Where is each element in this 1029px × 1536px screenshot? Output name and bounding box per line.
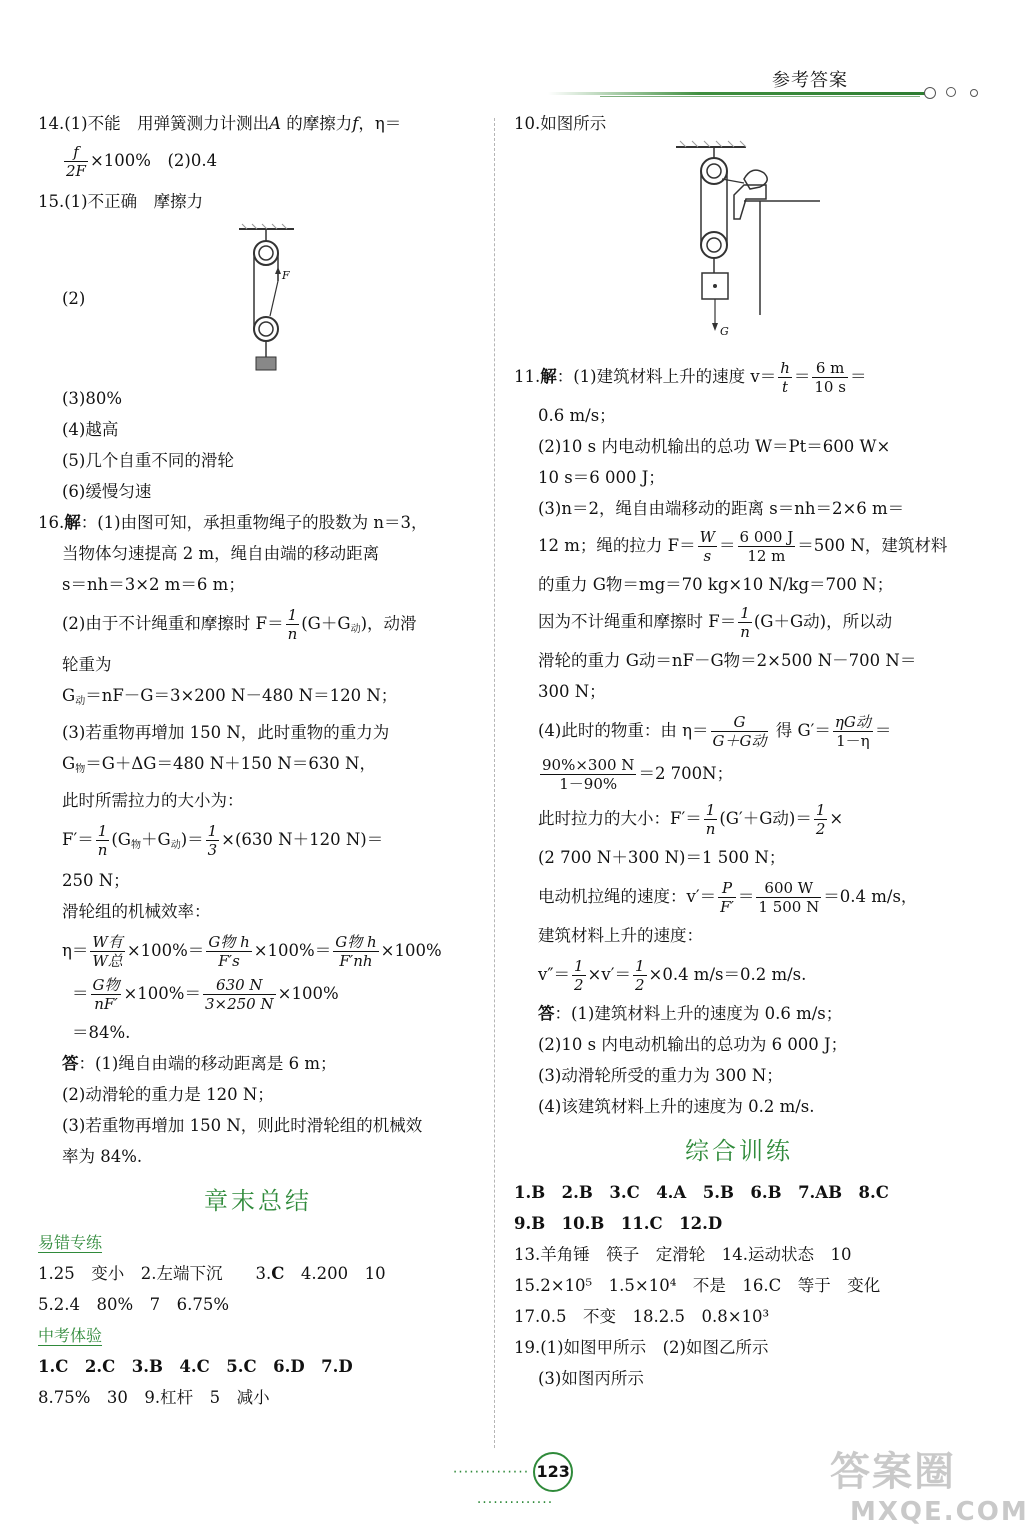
denominator: 1 500 N bbox=[758, 898, 820, 916]
text: ＝ bbox=[793, 367, 811, 386]
text: ＋G bbox=[141, 830, 171, 849]
q16-line3: s＝nh＝3×2 m＝6 m； bbox=[62, 575, 245, 594]
text: ：(1)建筑材料上升的速度为 0.6 m/s； bbox=[554, 1004, 843, 1023]
q11-line17 bbox=[514, 957, 964, 994]
text: 答 bbox=[538, 1004, 555, 1023]
q16-line14 bbox=[38, 976, 478, 1013]
exam-line1: 1.C 2.C 3.B 4.C 5.C 6.D 7.D bbox=[38, 1357, 353, 1376]
text: (G＋G动)，所以动 bbox=[753, 612, 893, 631]
text: 11. bbox=[514, 367, 541, 386]
text: ×100% (2)0.4 bbox=[89, 151, 218, 170]
numerator: 1 bbox=[96, 822, 110, 841]
denominator: 1－η bbox=[836, 732, 870, 750]
fraction bbox=[778, 359, 792, 396]
denominator: s bbox=[703, 547, 712, 565]
dots-left: ·············· bbox=[452, 1464, 530, 1481]
q11-line10: 300 N； bbox=[538, 682, 606, 701]
text: 的摩擦力 bbox=[281, 114, 353, 133]
fraction bbox=[572, 957, 586, 994]
numerator: 630 N bbox=[203, 976, 276, 995]
gravity-label: G bbox=[720, 325, 729, 338]
numerator: 1 bbox=[738, 604, 752, 623]
q11-answer2: (2)10 s 内电动机输出的总功为 6 000 J； bbox=[538, 1035, 848, 1054]
dots-right: ·············· bbox=[476, 1495, 554, 1511]
q11-line3: (2)10 s 内电动机输出的总功 W＝Pt＝600 W× bbox=[538, 437, 891, 456]
q16-line10 bbox=[38, 822, 478, 861]
column-divider bbox=[494, 118, 495, 1448]
fraction bbox=[698, 528, 717, 565]
text: ＝nF－G＝3×200 N－480 N＝120 N； bbox=[85, 686, 398, 705]
q16-answer2: (2)动滑轮的重力是 120 N； bbox=[62, 1085, 274, 1104]
text: ×v′＝ bbox=[587, 965, 631, 984]
q15-part6: (6)缓慢匀速 bbox=[62, 482, 152, 501]
q16-answer3: (3)若重物再增加 150 N，则此时滑轮组的机械效 bbox=[62, 1116, 423, 1135]
text: 物 bbox=[75, 764, 86, 775]
comp-line1: 1.B 2.B 3.C 4.A 5.B 6.B 7.AB 8.C bbox=[514, 1183, 889, 1202]
text: (4)此时的物重：由 η＝ bbox=[538, 721, 709, 740]
denominator: 2 bbox=[574, 976, 584, 994]
denominator: 3 bbox=[207, 841, 218, 859]
header-circle-icon bbox=[946, 87, 956, 97]
denominator: n bbox=[287, 625, 298, 643]
fraction bbox=[90, 933, 124, 970]
force-label: F bbox=[282, 269, 290, 282]
q11-line9: 滑轮的重力 G动＝nF－G物＝2×500 N－700 N＝ bbox=[538, 651, 917, 670]
q11-answer3: (3)动滑轮所受的重力为 300 N； bbox=[538, 1066, 783, 1085]
text: ＝ bbox=[737, 887, 755, 906]
q11-line13 bbox=[514, 801, 964, 838]
text: 16. bbox=[38, 513, 65, 532]
header-label: 参考答案 bbox=[772, 70, 848, 91]
denominator: 1－90% bbox=[559, 775, 618, 793]
q11-line15 bbox=[514, 879, 964, 916]
q16-answer4: 率为 84%. bbox=[62, 1147, 143, 1166]
denominator: W总 bbox=[92, 952, 123, 970]
fraction bbox=[206, 933, 251, 970]
text: 14.(1)不能 用弹簧测力计测出 bbox=[38, 114, 270, 133]
watermark-logo: 答案圈 bbox=[830, 1449, 956, 1495]
text: ×0.4 m/s＝0.2 m/s. bbox=[648, 965, 807, 984]
easy-line2: 5.2.4 80% 7 6.75% bbox=[38, 1295, 230, 1314]
denominator: n bbox=[740, 623, 750, 641]
comp-line3: 13.羊角锤 筷子 定滑轮 14.运动状态 10 bbox=[514, 1245, 852, 1264]
text: 电动机拉绳的速度：v′＝ bbox=[538, 887, 717, 906]
numerator: W bbox=[699, 528, 716, 546]
easy-practice-heading: 易错专练 bbox=[38, 1233, 103, 1252]
q16-line15: ＝84%. bbox=[72, 1023, 131, 1042]
numerator: 600 W bbox=[756, 879, 821, 898]
q15-figure-row bbox=[38, 217, 478, 383]
easy-line1 bbox=[38, 1258, 478, 1289]
q14-line1 bbox=[38, 108, 478, 139]
q14-line2 bbox=[38, 143, 478, 180]
fraction bbox=[286, 606, 300, 643]
numerator: 1 bbox=[574, 957, 584, 975]
text: 解 bbox=[540, 367, 557, 386]
header-rule bbox=[548, 92, 928, 95]
text: F′＝ bbox=[62, 830, 94, 849]
text: (G′＋G动)＝ bbox=[719, 809, 812, 828]
q16-line5: 轮重为 bbox=[62, 655, 112, 674]
text: ＝G＋ΔG＝480 N＋150 N＝630 N， bbox=[85, 754, 376, 773]
text: ：(1)由图可知，承担重物绳子的股数为 n＝3， bbox=[80, 513, 428, 532]
text: 4.200 10 bbox=[284, 1264, 386, 1283]
q16-line7: (3)若重物再增加 150 N，此时重物的重力为 bbox=[62, 723, 390, 742]
comp-line4: 15.2×10⁵ 1.5×10⁴ 不是 16.C 等于 变化 bbox=[514, 1276, 881, 1295]
text: ×100% bbox=[277, 984, 339, 1003]
page-number-area bbox=[420, 1452, 610, 1511]
text: ×(630 N＋120 N)＝ bbox=[221, 830, 384, 849]
fraction bbox=[711, 713, 769, 750]
q16-line9: 此时所需拉力的大小为： bbox=[62, 791, 244, 810]
text: 动 bbox=[350, 624, 361, 635]
text: ＝ bbox=[874, 721, 892, 740]
text: A bbox=[269, 114, 282, 133]
text: 解 bbox=[64, 513, 81, 532]
text: ＝500 N，建筑材料 bbox=[797, 536, 948, 555]
header-circle-icon bbox=[970, 89, 978, 97]
q15-part2: (2) bbox=[62, 289, 86, 308]
numerator: 1 bbox=[634, 957, 645, 975]
numerator: 6 m bbox=[812, 359, 848, 378]
denominator: 12 m bbox=[747, 547, 786, 565]
text: 动 bbox=[170, 840, 181, 851]
fraction bbox=[333, 933, 378, 970]
numerator: 1 bbox=[704, 801, 718, 820]
exam-heading: 中考体验 bbox=[38, 1326, 103, 1345]
fraction bbox=[814, 801, 828, 838]
denominator: t bbox=[782, 378, 789, 396]
pulley-figure-q15 bbox=[234, 221, 324, 381]
numerator: 6 000 J bbox=[739, 528, 794, 546]
q11-line7: 的重力 G物＝mg＝70 kg×10 N/kg＝700 N； bbox=[538, 575, 894, 594]
q11-line2: 0.6 m/s； bbox=[538, 406, 616, 425]
fraction bbox=[812, 359, 848, 396]
q15-part5: (5)几个自重不同的滑轮 bbox=[62, 451, 234, 470]
q16-line6 bbox=[38, 680, 478, 717]
fraction bbox=[96, 822, 110, 859]
text: ×100% bbox=[380, 941, 442, 960]
q11-line14: (2 700 N＋300 N)＝1 500 N； bbox=[538, 848, 786, 867]
text: ：(1)建筑材料上升的速度 v＝ bbox=[556, 367, 777, 386]
fraction bbox=[738, 528, 796, 565]
text: ＝ bbox=[72, 984, 89, 1003]
left-column bbox=[38, 108, 478, 1413]
denominator: n bbox=[705, 820, 716, 838]
fraction bbox=[206, 822, 220, 859]
text: (G bbox=[111, 830, 131, 849]
fraction bbox=[738, 604, 752, 641]
q11-line6 bbox=[514, 528, 964, 565]
denominator: F′nh bbox=[339, 952, 373, 970]
numerator: G物 h bbox=[208, 933, 250, 951]
comprehensive-training-title: 综合训练 bbox=[685, 1137, 793, 1165]
q16-line13 bbox=[38, 933, 478, 970]
denominator: F′ bbox=[720, 898, 734, 916]
q11-line4: 10 s＝6 000 J； bbox=[538, 468, 665, 487]
q11-line5: (3)n＝2，绳自由端移动的距离 s＝nh＝2×6 m＝ bbox=[538, 499, 905, 518]
q16-line8 bbox=[38, 748, 478, 785]
q11-answer4: (4)该建筑材料上升的速度为 0.2 m/s. bbox=[538, 1097, 815, 1116]
denominator: 2 bbox=[634, 976, 645, 994]
text: ：(1)绳自由端的移动距离是 6 m； bbox=[78, 1054, 337, 1073]
pulley-figure-q10 bbox=[674, 139, 834, 351]
watermark-site: MXQE.COM bbox=[850, 1497, 1029, 1527]
numerator: f bbox=[64, 143, 88, 162]
fraction bbox=[833, 713, 873, 750]
q11-line8 bbox=[514, 604, 964, 641]
fraction bbox=[718, 879, 736, 916]
numerator: G物 h bbox=[335, 933, 377, 951]
numerator: W有 bbox=[92, 933, 123, 951]
denominator: nF′ bbox=[94, 995, 118, 1013]
header-circle-icon bbox=[924, 87, 936, 99]
text: ＝ bbox=[719, 536, 736, 555]
text: ×100%＝ bbox=[126, 941, 205, 960]
q16-answer1 bbox=[38, 1048, 478, 1079]
denominator: 3×250 N bbox=[204, 995, 274, 1013]
text: 12 m；绳的拉力 F＝ bbox=[538, 536, 696, 555]
text: )，动滑 bbox=[360, 614, 417, 633]
text: (2)由于不计绳重和摩擦时 F＝ bbox=[62, 614, 284, 633]
text: 物 bbox=[131, 840, 141, 851]
summary-title: 章末总结 bbox=[204, 1187, 312, 1215]
denominator: 2 bbox=[815, 820, 826, 838]
q16-line11: 250 N； bbox=[62, 871, 130, 890]
text: ×100%＝ bbox=[253, 941, 332, 960]
numerator: 1 bbox=[207, 822, 218, 840]
text: ＝ bbox=[849, 367, 867, 386]
denominator: 2F bbox=[66, 162, 86, 180]
fraction bbox=[64, 143, 88, 180]
text: ，η＝ bbox=[358, 114, 402, 133]
text: )＝ bbox=[180, 830, 204, 849]
numerator: G bbox=[711, 713, 769, 732]
fraction bbox=[704, 801, 718, 838]
exam-line2: 8.75% 30 9.杠杆 5 减小 bbox=[38, 1388, 270, 1407]
fraction bbox=[91, 976, 122, 1013]
text: 得 G′＝ bbox=[770, 721, 831, 740]
q11-line11 bbox=[514, 713, 964, 750]
numerator: G物 bbox=[92, 976, 120, 994]
q10-line: 10.如图所示 bbox=[514, 114, 607, 133]
q10-figure-row bbox=[514, 139, 964, 359]
text: η＝ bbox=[62, 941, 89, 960]
denominator: F′s bbox=[218, 952, 240, 970]
q16-line12: 滑轮组的机械效率： bbox=[62, 902, 211, 921]
text: × bbox=[829, 809, 844, 828]
q15-line1: 15.(1)不正确 摩擦力 bbox=[38, 192, 204, 211]
text: 答 bbox=[62, 1054, 79, 1073]
page-number: 123 bbox=[533, 1452, 573, 1492]
text: f bbox=[352, 114, 359, 133]
text: 此时拉力的大小：F′＝ bbox=[538, 809, 702, 828]
numerator: 1 bbox=[286, 606, 300, 625]
q11-line1 bbox=[514, 359, 964, 396]
q16-line4 bbox=[38, 606, 478, 645]
numerator: 1 bbox=[815, 801, 826, 819]
comp-line2: 9.B 10.B 11.C 12.D bbox=[514, 1214, 723, 1233]
denominator: G＋G动 bbox=[712, 732, 767, 750]
comp-line5: 17.0.5 不变 18.2.5 0.8×10³ bbox=[514, 1307, 770, 1326]
fraction bbox=[203, 976, 276, 1013]
q11-line16: 建筑材料上升的速度： bbox=[538, 926, 703, 945]
fraction bbox=[540, 756, 636, 793]
text: G bbox=[62, 754, 76, 773]
header-rule-thin bbox=[600, 96, 920, 97]
right-column bbox=[514, 108, 964, 1394]
comp-line7: (3)如图丙所示 bbox=[538, 1369, 644, 1388]
text: 因为不计绳重和摩擦时 F＝ bbox=[538, 612, 737, 631]
denominator: n bbox=[97, 841, 108, 859]
numerator: 90%×300 N bbox=[542, 756, 635, 774]
q16-line2: 当物体匀速提高 2 m，绳自由端的移动距离 bbox=[62, 544, 380, 563]
text: v″＝ bbox=[538, 965, 570, 984]
q15-part4: (4)越高 bbox=[62, 420, 119, 439]
numerator: h bbox=[780, 359, 790, 377]
text: ＝2 700N； bbox=[638, 764, 734, 783]
comp-line6: 19.(1)如图甲所示 (2)如图乙所示 bbox=[514, 1338, 769, 1357]
watermark bbox=[830, 1440, 1029, 1527]
q11-line12 bbox=[514, 756, 964, 793]
q16-line1 bbox=[38, 507, 478, 538]
text: ＝0.4 m/s， bbox=[823, 887, 918, 906]
denominator: 10 s bbox=[814, 378, 846, 396]
text: C bbox=[271, 1264, 285, 1283]
numerator: ηG动 bbox=[834, 713, 871, 731]
q15-part3: (3)80% bbox=[62, 389, 123, 408]
text: 1.25 变小 2.左端下沉 3. bbox=[38, 1264, 272, 1283]
text: ×100%＝ bbox=[123, 984, 201, 1003]
q11-answer1 bbox=[514, 998, 964, 1029]
text: 动 bbox=[75, 696, 86, 707]
fraction bbox=[633, 957, 647, 994]
numerator: P bbox=[718, 879, 736, 898]
text: G bbox=[62, 686, 76, 705]
fraction bbox=[756, 879, 821, 916]
text: (G＋G bbox=[301, 614, 351, 633]
